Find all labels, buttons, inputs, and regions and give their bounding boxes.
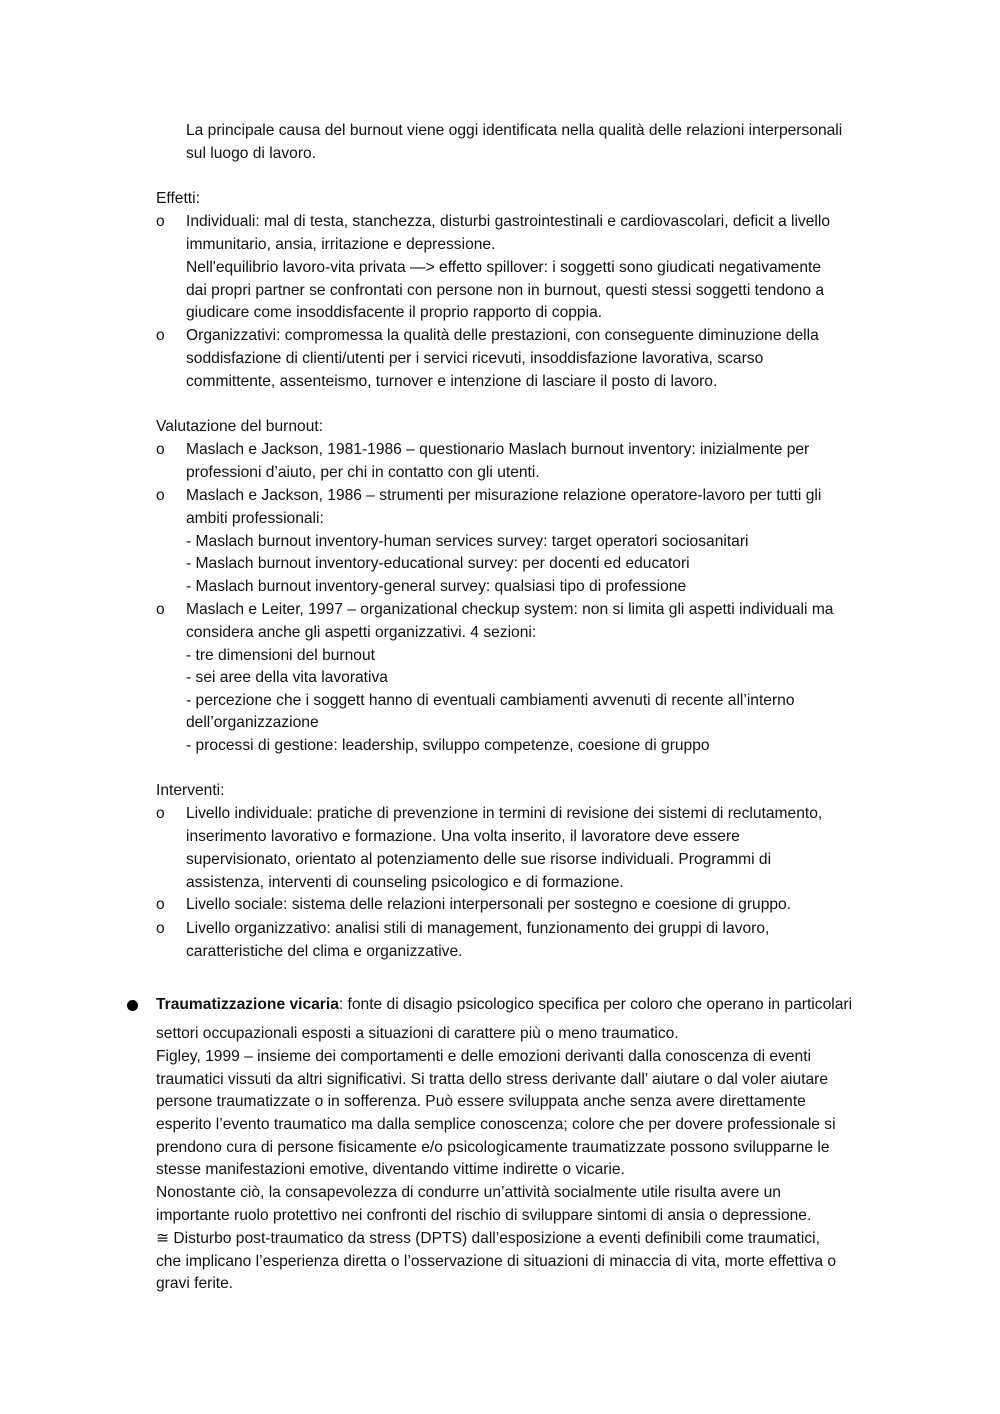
trauma-line: persone traumatizzate o in sofferenza. Può essere sviluppata anche senza avere direttamente [156, 1093, 806, 1110]
trauma-term-line [156, 994, 852, 1016]
valutazione-item-line: dell’organizzazione [186, 714, 319, 731]
valutazione-item-line: Maslach e Jackson, 1981-1986 – questionario Maslach burnout inventory: inizialmente per [186, 441, 810, 458]
trauma-line: gravi ferite. [156, 1275, 234, 1292]
bullet-marker: o [156, 441, 165, 458]
valutazione-item-line: - percezione che i soggett hanno di eventuali cambiamenti avvenuti di recente all’interno [186, 692, 795, 709]
interventi-item-line: Livello individuale: pratiche di prevenzione in termini di revisione dei sistemi di reclutamento, [186, 805, 823, 822]
bullet-marker: o [156, 805, 165, 822]
interventi-item-line: inserimento lavorativo e formazione. Una volta inserito, il lavoratore deve essere [186, 828, 740, 845]
interventi-item-line: assistenza, interventi di counseling psicologico e di formazione. [186, 874, 624, 891]
interventi-heading: Interventi: [156, 782, 225, 799]
trauma-line: traumatici vissuti da altri significativi. Si tratta dello stress derivante dall’ aiutare o dal voler aiutare [156, 1071, 828, 1088]
valutazione-item-line: - processi di gestione: leadership, sviluppo competenze, coesione di gruppo [186, 737, 710, 754]
trauma-definition: : fonte di disagio psicologico specifica per coloro che operano in particolari [338, 996, 853, 1013]
effetti-heading: Effetti: [156, 190, 200, 207]
bullet-marker: o [156, 920, 165, 937]
bullet-marker: o [156, 487, 165, 504]
effetti-individuali-line: Nell'equilibrio lavoro-vita privata —> effetto spillover: i soggetti sono giudicati negativamente [186, 259, 822, 276]
effetti-individuali-line: giudicare come insoddisfacente il proprio rapporto di coppia. [186, 304, 603, 321]
valutazione-item-line: - Maslach burnout inventory-general survey: qualsiasi tipo di professione [186, 578, 687, 595]
trauma-line: Nonostante ciò, la consapevolezza di condurre un’attività socialmente utile risulta avere un [156, 1184, 781, 1201]
intro-line-1: La principale causa del burnout viene oggi identificata nella qualità delle relazioni interpersonali [186, 122, 843, 139]
bullet-marker: o [156, 327, 165, 344]
valutazione-item-line: ambiti professionali: [186, 510, 324, 527]
valutazione-item-line: - tre dimensioni del burnout [186, 647, 375, 664]
trauma-line: ≅ Disturbo post-traumatico da stress (DPTS) dall’esposizione a eventi definibili come traumatici, [156, 1230, 820, 1247]
interventi-item-line: supervisionato, orientato al potenziamento delle sue risorse individuali. Programmi di [186, 851, 772, 868]
trauma-line: settori occupazionali esposti a situazioni di carattere più o meno traumatico. [156, 1025, 679, 1042]
valutazione-item-line: - Maslach burnout inventory-human services survey: target operatori sociosanitari [186, 533, 749, 550]
trauma-line: che implicano l’esperienza diretta o l’osservazione di situazioni di minaccia di vita, morte effettiva o [156, 1253, 837, 1270]
trauma-line: esperito l’evento traumatico ma dalla semplice conoscenza; colore che per dovere professionale si [156, 1116, 836, 1133]
effetti-organizzativi-line: soddisfazione di clienti/utenti per i servici ricevuti, insoddisfazione lavorativa, scarso [186, 350, 764, 367]
effetti-individuali-line: Individuali: mal di testa, stanchezza, disturbi gastrointestinali e cardiovascolari, deficit a livello [186, 213, 830, 230]
effetti-organizzativi-line: committente, assenteismo, turnover e intenzione di lasciare il posto di lavoro. [186, 373, 718, 390]
bullet-marker: o [156, 896, 165, 913]
bullet-dot-icon [127, 1000, 138, 1011]
trauma-line: Figley, 1999 – insieme dei comportamenti e delle emozioni derivanti dalla conoscenza di eventi [156, 1048, 812, 1065]
bullet-marker: o [156, 601, 165, 618]
trauma-line: stesse manifestazioni emotive, diventando vittime indirette o vicarie. [156, 1161, 625, 1178]
interventi-item-line: caratteristiche del clima e organizzative. [186, 943, 463, 960]
valutazione-item-line: professioni d’aiuto, per chi in contatto con gli utenti. [186, 464, 540, 481]
intro-line-2: sul luogo di lavoro. [186, 145, 317, 162]
valutazione-item-line: considera anche gli aspetti organizzativi. 4 sezioni: [186, 624, 537, 641]
effetti-individuali-line: immunitario, ansia, irritazione e depressione. [186, 236, 496, 253]
valutazione-item-line: - Maslach burnout inventory-educational survey: per docenti ed educatori [186, 555, 690, 572]
effetti-individuali-line: dai propri partner se confrontati con persone non in burnout, questi stessi soggetti tendono a [186, 282, 825, 299]
interventi-item-line: Livello organizzativo: analisi stili di management, funzionamento dei gruppi di lavoro, [186, 920, 770, 937]
bullet-marker: o [156, 213, 165, 230]
trauma-term: Traumatizzazione vicaria [156, 996, 339, 1013]
interventi-item-line: Livello sociale: sistema delle relazioni interpersonali per sostegno e coesione di gruppo. [186, 896, 792, 913]
valutazione-item-line: Maslach e Jackson, 1986 – strumenti per misurazione relazione operatore-lavoro per tutti gli [186, 487, 822, 504]
valutazione-item-line: Maslach e Leiter, 1997 – organizational checkup system: non si limita gli aspetti individuali ma [186, 601, 834, 618]
valutazione-heading: Valutazione del burnout: [156, 418, 324, 435]
valutazione-item-line: - sei aree della vita lavorativa [186, 669, 388, 686]
effetti-organizzativi-line: Organizzativi: compromessa la qualità delle prestazioni, con conseguente diminuzione della [186, 327, 819, 344]
trauma-line: importante ruolo protettivo nei confronti del rischio di sviluppare sintomi di ansia o depressione. [156, 1207, 812, 1224]
trauma-line: prendono cura di persone fisicamente e/o psicologicamente traumatizzate possono svilupparne le [156, 1139, 830, 1156]
